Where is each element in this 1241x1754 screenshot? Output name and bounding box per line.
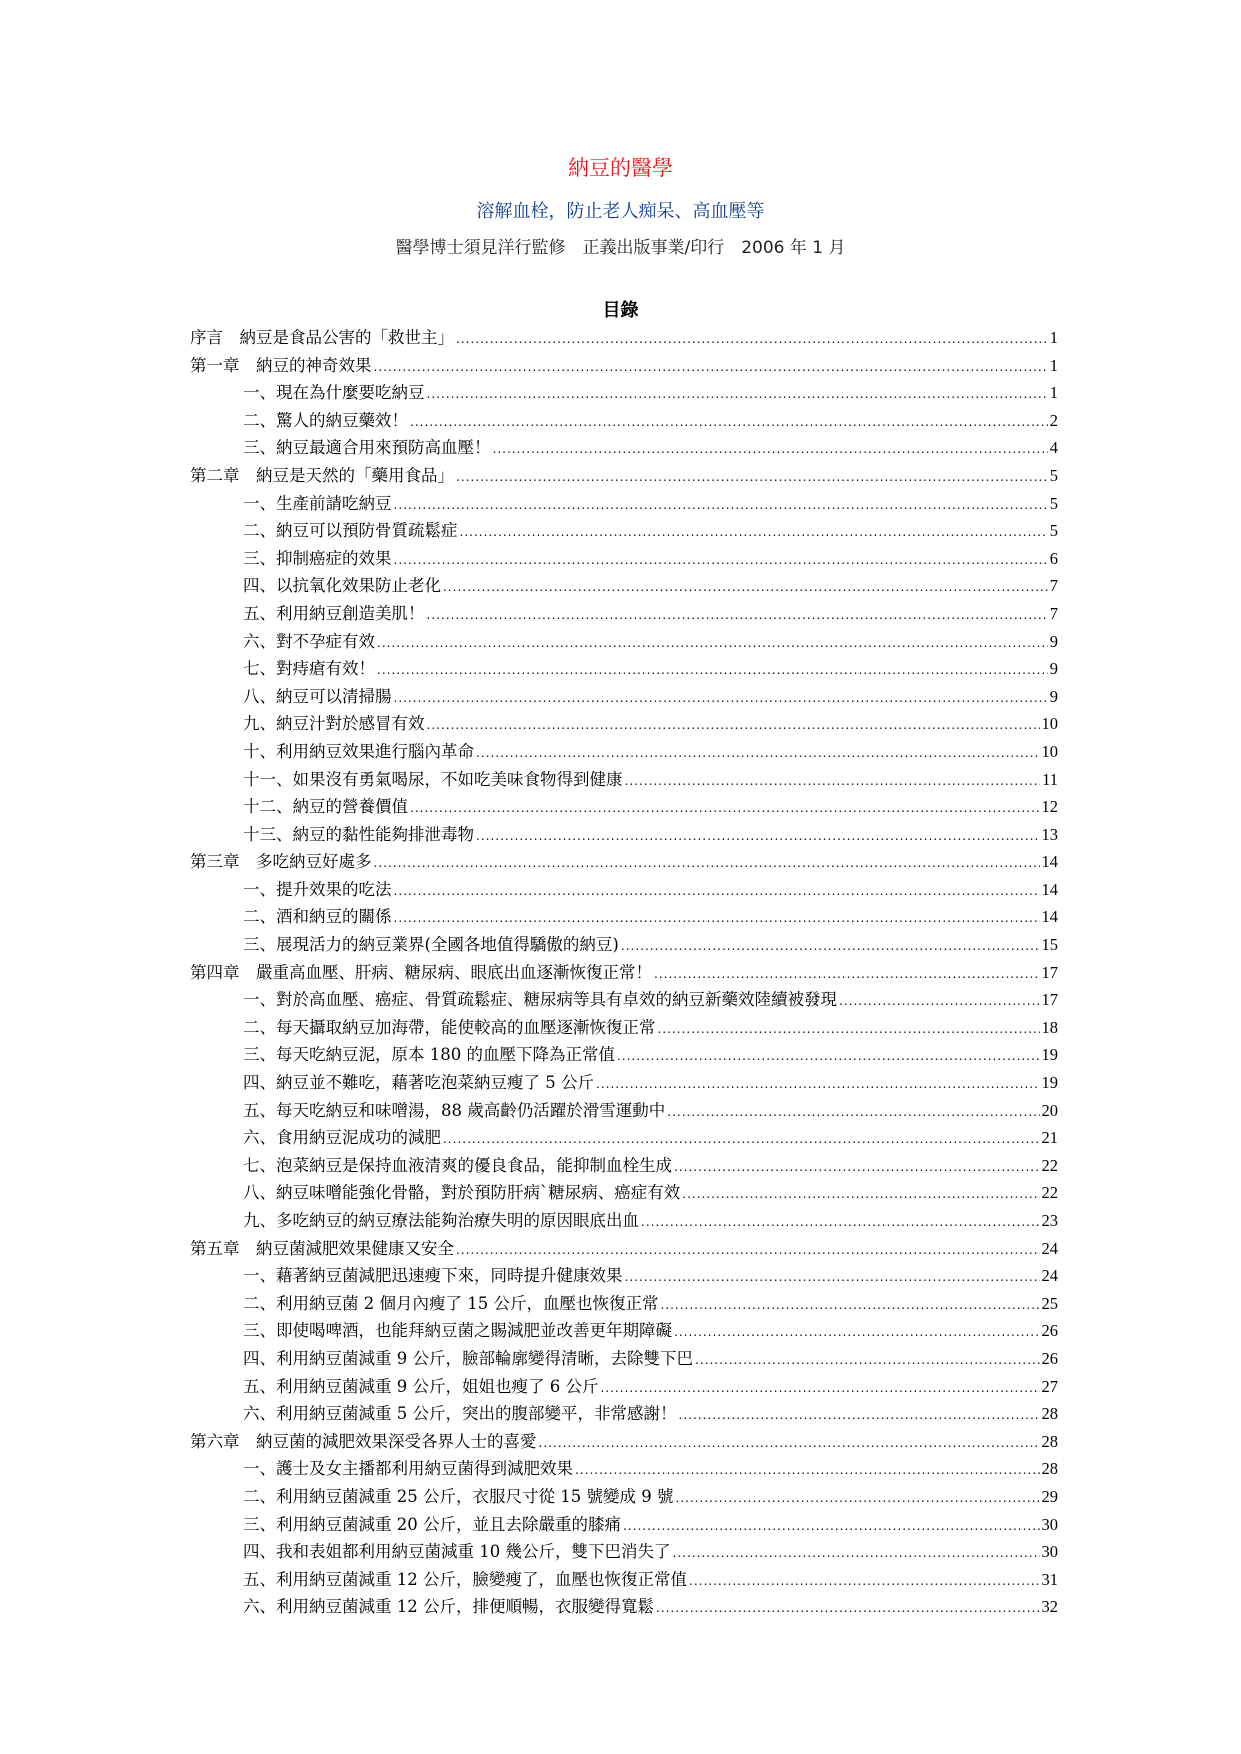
toc-section-entry[interactable] [190,1566,1058,1594]
toc-page-number: 27 [1041,1376,1058,1396]
toc-entry-label: 二、利用納豆菌 2 個月內瘦了 15 公斤，血壓也恢復正常 [243,1293,659,1313]
toc-page-number: 2 [1049,410,1058,430]
toc-section-entry[interactable] [190,1455,1058,1483]
toc-section-entry[interactable] [190,517,1058,545]
toc-entry-label: 三、利用納豆菌減重 20 公斤，並且去除嚴重的膝痛 [243,1514,621,1534]
toc-dot-leader [675,1491,1039,1505]
toc-dot-leader [456,1243,1040,1257]
toc-entry-label: 二、每天攝取納豆加海帶，能使較高的血壓逐漸恢復正常 [243,1017,656,1037]
toc-entry-label: 十、利用納豆效果進行腦內革命 [243,741,474,761]
toc-section-entry[interactable] [190,1207,1058,1235]
toc-dot-leader [476,829,1040,843]
toc-page-number: 28 [1041,1404,1058,1424]
toc-section-entry[interactable] [190,821,1058,849]
toc-dot-leader [443,580,1048,594]
toc-section-entry[interactable] [190,1152,1058,1180]
toc-section-entry[interactable] [190,903,1058,931]
toc-section-entry[interactable] [190,1593,1058,1621]
toc-section-entry[interactable] [190,407,1058,435]
toc-entry-label: 五、利用納豆創造美肌！ [243,603,425,623]
toc-dot-leader [456,332,1048,346]
toc-page-number: 9 [1049,659,1058,679]
toc-page-number: 14 [1041,879,1058,899]
toc-dot-leader [394,498,1048,512]
toc-page-number: 1 [1049,383,1058,403]
toc-page-number: 26 [1041,1321,1058,1341]
toc-entry-label: 四、我和表姐都利用納豆菌減重 10 幾公斤，雙下巴消失了 [243,1542,671,1562]
toc-entry-label: 六、對不孕症有效 [243,631,375,651]
toc-chapter-entry[interactable] [190,352,1058,380]
toc-entry-label: 序言 納豆是食品公害的「救世主」 [190,328,454,347]
toc-entry-label: 二、酒和納豆的關係 [243,907,392,927]
toc-chapter-entry[interactable] [190,1428,1058,1456]
toc-dot-leader [674,1325,1040,1339]
toc-page-number: 28 [1041,1459,1058,1479]
toc-page-number: 10 [1041,741,1058,761]
toc-chapter-entry[interactable] [190,848,1058,876]
toc-section-entry[interactable] [190,1124,1058,1152]
toc-dot-leader [493,442,1048,456]
toc-page-number: 13 [1041,824,1058,844]
toc-entry-label: 三、即使喝啤酒，也能拜納豆菌之賜減肥並改善更年期障礙 [243,1321,672,1341]
toc-page-number: 22 [1041,1183,1058,1203]
toc-chapter-entry[interactable] [190,1235,1058,1263]
toc-page-number: 32 [1041,1597,1058,1617]
toc-section-entry[interactable] [190,766,1058,794]
toc-section-entry[interactable] [190,1373,1058,1401]
toc-dot-leader [394,553,1048,567]
toc-page-number: 1 [1049,328,1058,347]
toc-page-number: 6 [1049,548,1058,568]
toc-entry-label: 二、驚人的納豆藥效！ [243,410,408,430]
toc-dot-leader [460,525,1048,539]
toc-entry-label: 九、多吃納豆的納豆療法能夠治療失明的原因眼底出血 [243,1211,639,1230]
toc-entry-label: 五、利用納豆菌減重 12 公斤，臉變瘦了，血壓也恢復正常值 [243,1569,687,1589]
toc-section-entry[interactable] [190,1538,1058,1566]
toc-section-entry[interactable] [190,490,1058,518]
toc-entry-label: 三、納豆最適合用來預防高血壓！ [243,438,491,458]
toc-page-number: 10 [1041,714,1058,734]
toc-entry-label: 三、展現活力的納豆業界(全國各地值得驕傲的納豆) [243,935,619,955]
toc-page-number: 12 [1041,797,1058,817]
toc-dot-leader [427,718,1040,732]
toc-page-number: 21 [1041,1128,1058,1148]
toc-entry-label: 十一、如果沒有勇氣喝尿，不如吃美味食物得到健康 [243,769,623,789]
toc-page-number: 17 [1041,990,1058,1010]
toc-page-number: 11 [1042,769,1058,789]
toc-section-entry[interactable] [190,1290,1058,1318]
toc-page-number: 5 [1049,493,1058,513]
toc-section-entry[interactable] [190,1483,1058,1511]
toc-page-number: 19 [1041,1045,1058,1065]
toc-dot-leader [667,1105,1039,1119]
toc-section-entry[interactable] [190,434,1058,462]
toc-section-entry[interactable] [190,600,1058,628]
toc-dot-leader [456,470,1048,484]
toc-dot-leader [377,636,1048,650]
toc-dot-leader [374,856,1040,870]
toc-section-entry[interactable] [190,1069,1058,1097]
toc-page-number: 30 [1041,1514,1058,1534]
toc-section-entry[interactable] [190,738,1058,766]
toc-section-entry[interactable] [190,1345,1058,1373]
toc-page-number: 14 [1041,907,1058,927]
toc-entry-label: 第五章 納豆菌減肥效果健康又安全 [190,1238,454,1258]
toc-dot-leader [641,1215,1040,1229]
table-of-contents [190,324,1058,1621]
toc-section-entry[interactable] [190,655,1058,683]
toc-dot-leader [625,1270,1040,1284]
toc-page-number: 17 [1041,962,1058,982]
toc-dot-leader [660,1298,1039,1312]
toc-page-number: 24 [1041,1238,1058,1258]
toc-page-number: 7 [1049,603,1058,623]
toc-dot-leader [575,1463,1040,1477]
toc-page-number: 31 [1041,1569,1058,1589]
toc-entry-label: 一、生產前請吃納豆 [243,493,392,513]
toc-dot-leader [695,1353,1040,1367]
toc-page-number: 19 [1041,1073,1058,1093]
toc-dot-leader [674,1160,1040,1174]
toc-page-number: 7 [1049,576,1058,596]
toc-section-entry[interactable] [190,1014,1058,1042]
toc-entry-label: 七、泡菜納豆是保持血液清爽的優良食品，能抑制血栓生成 [243,1155,672,1175]
toc-page-number: 29 [1041,1486,1058,1506]
toc-dot-leader [654,967,1040,981]
toc-dot-leader [839,994,1040,1008]
toc-page-number: 26 [1041,1348,1058,1368]
toc-heading: 目錄 [602,300,639,321]
toc-page-number: 1 [1049,355,1058,375]
toc-page-number: 9 [1049,631,1058,651]
toc-dot-leader [658,1022,1040,1036]
document-title: 納豆的醫學 [568,156,673,180]
toc-dot-leader [539,1436,1040,1450]
toc-entry-label: 二、納豆可以預防骨質疏鬆症 [243,521,458,541]
toc-section-entry[interactable] [190,1511,1058,1539]
toc-section-entry[interactable] [190,793,1058,821]
toc-dot-leader [621,939,1040,953]
toc-entry-label: 五、每天吃納豆和味噌湯，88 歲高齡仍活躍於滑雪運動中 [243,1100,666,1120]
toc-dot-leader [656,1601,1040,1615]
toc-dot-leader [394,691,1048,705]
toc-entry-label: 九、納豆汁對於感冒有效 [243,714,425,734]
toc-entry-label: 一、藉著納豆菌減肥迅速瘦下來，同時提升健康效果 [243,1266,623,1286]
toc-dot-leader [689,1574,1040,1588]
toc-entry-label: 二、利用納豆菌減重 25 公斤，衣服尺寸從 15 號變成 9 號 [243,1486,674,1506]
toc-entry-label: 第六章 納豆菌的減肥效果深受各界人士的喜愛 [190,1431,537,1451]
toc-entry-label: 第四章 嚴重高血壓、肝病、糖尿病、眼底出血逐漸恢復正常！ [190,962,652,982]
toc-page-number: 4 [1049,438,1058,458]
toc-entry-label: 四、納豆並不難吃，藉著吃泡菜納豆瘦了 5 公斤 [243,1073,594,1093]
toc-page-number: 5 [1049,465,1058,485]
toc-section-entry[interactable] [190,710,1058,738]
toc-entry-label: 八、納豆味噌能強化骨骼，對於預防肝病`糖尿病、癌症有效 [243,1183,681,1203]
document-byline: 醫學博士須見洋行監修 正義出版事業/印行 2006 年 1 月 [395,238,846,258]
toc-dot-leader [682,1187,1039,1201]
toc-section-entry[interactable] [190,931,1058,959]
toc-entry-label: 十二、納豆的營養價值 [243,797,408,817]
toc-entry-label: 一、對於高血壓、癌症、骨質疏鬆症、糖尿病等具有卓效的納豆新藥效陸續被發現 [243,990,837,1010]
toc-section-entry[interactable] [190,1262,1058,1290]
toc-dot-leader [443,1132,1040,1146]
toc-page-number: 28 [1041,1431,1058,1451]
toc-section-entry[interactable] [190,379,1058,407]
toc-entry-label: 六、食用納豆泥成功的減肥 [243,1128,441,1148]
toc-section-entry[interactable] [190,683,1058,711]
toc-dot-leader [377,663,1048,677]
toc-dot-leader [476,746,1040,760]
toc-dot-leader [596,1077,1040,1091]
toc-page-number: 14 [1041,852,1058,872]
toc-section-entry[interactable] [190,1400,1058,1428]
toc-section-entry[interactable] [190,628,1058,656]
toc-entry-label: 四、利用納豆菌減重 9 公斤，臉部輪廓變得清晰，去除雙下巴 [243,1348,693,1368]
toc-page-number: 23 [1041,1211,1058,1230]
toc-dot-leader [394,884,1040,898]
toc-entry-label: 十三、納豆的黏性能夠排泄毒物 [243,824,474,844]
toc-dot-leader [617,1049,1040,1063]
toc-dot-leader [410,415,1048,429]
toc-chapter-entry[interactable] [190,959,1058,987]
toc-entry-label: 三、每天吃納豆泥，原本 180 的血壓下降為正常值 [243,1045,615,1065]
toc-entry-label: 一、提升效果的吃法 [243,879,392,899]
toc-entry-label: 八、納豆可以清掃腸 [243,686,392,706]
toc-section-entry[interactable] [190,986,1058,1014]
document-subtitle: 溶解血栓，防止老人痴呆、高血壓等 [476,201,765,222]
toc-page-number: 5 [1049,521,1058,541]
toc-dot-leader [374,360,1048,374]
toc-entry-label: 一、護士及女主播都利用納豆菌得到減肥效果 [243,1459,573,1479]
toc-entry-label: 五、利用納豆菌減重 9 公斤，姐姐也瘦了 6 公斤 [243,1376,599,1396]
toc-entry-label: 六、利用納豆菌減重 5 公斤，突出的腹部變平，非常感謝！ [243,1404,677,1424]
toc-entry-label: 七、對痔瘡有效！ [243,659,375,679]
toc-section-entry[interactable] [190,545,1058,573]
toc-dot-leader [427,387,1048,401]
toc-entry-label: 一、現在為什麼要吃納豆 [243,383,425,403]
toc-page-number: 20 [1041,1100,1058,1120]
toc-section-entry[interactable] [190,1097,1058,1125]
toc-page-number: 18 [1041,1017,1058,1037]
toc-section-entry[interactable] [190,876,1058,904]
toc-dot-leader [623,1519,1040,1533]
toc-page-number: 25 [1041,1293,1058,1313]
toc-chapter-entry[interactable] [190,324,1058,352]
toc-entry-label: 第二章 納豆是天然的「藥用食品」 [190,465,454,485]
toc-entry-label: 六、利用納豆菌減重 12 公斤，排便順暢，衣服變得寬鬆 [243,1597,654,1617]
toc-page-number: 9 [1049,686,1058,706]
toc-page-number: 22 [1041,1155,1058,1175]
toc-entry-label: 三、抑制癌症的效果 [243,548,392,568]
toc-page-number: 24 [1041,1266,1058,1286]
toc-dot-leader [600,1381,1039,1395]
toc-dot-leader [394,911,1040,925]
toc-entry-label: 第三章 多吃納豆好處多 [190,852,372,872]
toc-dot-leader [410,801,1040,815]
toc-page-number: 15 [1041,935,1058,955]
toc-chapter-entry[interactable] [190,462,1058,490]
toc-entry-label: 第一章 納豆的神奇效果 [190,355,372,375]
toc-section-entry[interactable] [190,1041,1058,1069]
toc-dot-leader [625,774,1041,788]
toc-dot-leader [673,1546,1040,1560]
toc-dot-leader [679,1408,1040,1422]
toc-section-entry[interactable] [190,572,1058,600]
toc-section-entry[interactable] [190,1317,1058,1345]
toc-dot-leader [427,608,1048,622]
toc-entry-label: 四、以抗氧化效果防止老化 [243,576,441,596]
toc-section-entry[interactable] [190,1179,1058,1207]
toc-page-number: 30 [1041,1542,1058,1562]
